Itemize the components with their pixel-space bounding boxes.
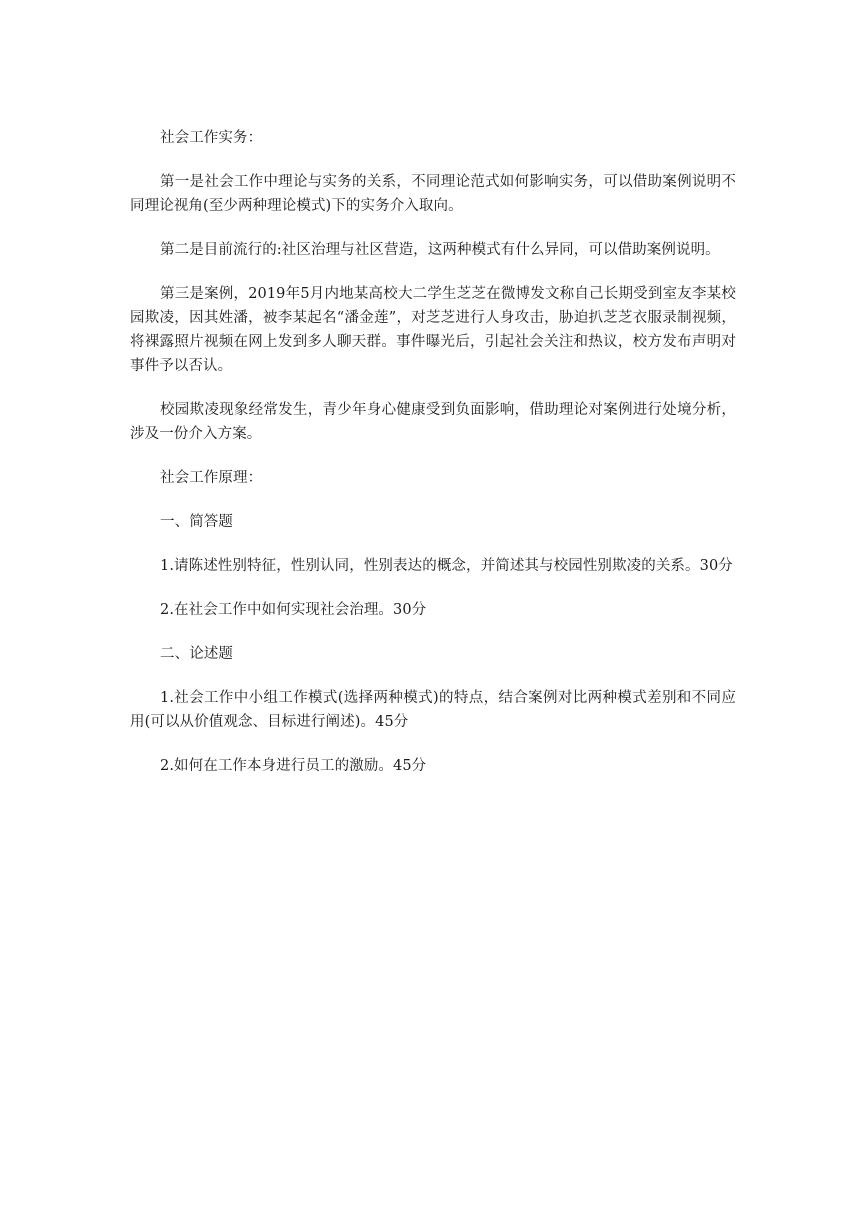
section-heading-principles: 社会工作原理： [160,470,263,486]
section-heading-practice: 社会工作实务： [160,130,263,146]
case-description-paragraph: 第三是案例，2019年5月内地某高校大二学生芝芝在微博发文称自己长期受到室友李某校园欺凌，因其姓潘，被李某起名“潘金莲”，对芝芝进行人身攻击，胁迫扒芝芝衣服录制视频，将裸露照片视频在网上发到多人聊天群。事件曝光后，引起社会关注和热议，校方发布声明对事件予以否认。 [130,286,736,374]
short-answer-item-2: 2.在社会工作中如何实现社会治理。30分 [160,602,427,618]
subsection-essay: 二、论述题 [160,646,233,662]
document-body [130,126,736,798]
subsection-short-answer: 一、简答题 [160,514,233,530]
essay-item-1: 1.社会工作中小组工作模式(选择两种模式)的特点，结合案例对比两种模式差别和不同应用(可以从价值观念、目标进行阐述)。45分 [130,690,736,730]
case-task-paragraph: 校园欺凌现象经常发生，青少年身心健康受到负面影响，借助理论对案例进行处境分析，涉及一份介入方案。 [130,402,736,442]
short-answer-item-1: 1.请陈述性别特征，性别认同，性别表达的概念，并简述其与校园性别欺凌的关系。30分 [160,558,733,574]
essay-item-2: 2.如何在工作本身进行员工的激励。45分 [160,758,427,774]
question-2-paragraph: 第二是目前流行的:社区治理与社区营造，这两种模式有什么异同，可以借助案例说明。 [160,242,720,258]
question-1-paragraph: 第一是社会工作中理论与实务的关系，不同理论范式如何影响实务，可以借助案例说明不同理论视角(至少两种理论模式)下的实务介入取向。 [130,174,736,214]
